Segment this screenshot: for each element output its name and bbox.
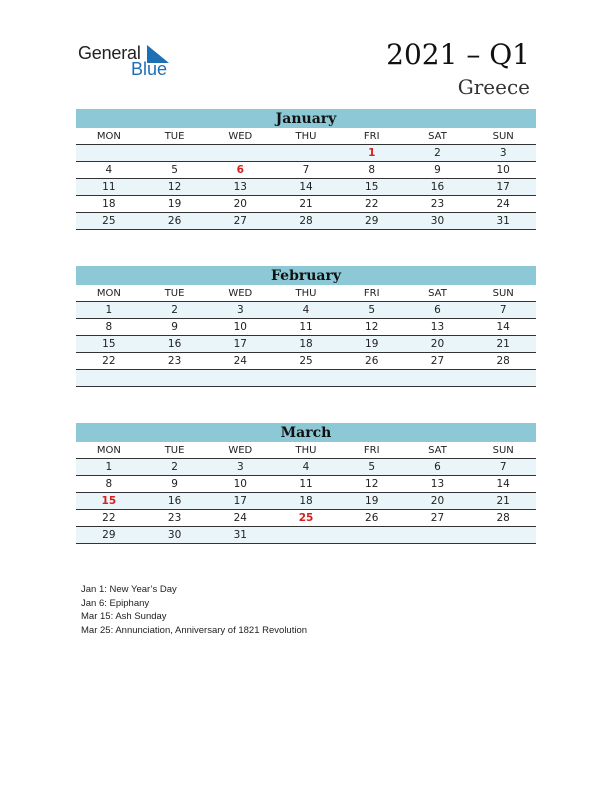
day-cell <box>142 145 208 161</box>
week-row <box>76 510 536 527</box>
day-cell: 6 <box>434 304 441 316</box>
day-cell: 30 <box>430 215 445 227</box>
weekday-label: WED <box>228 445 253 456</box>
week-row <box>76 213 536 230</box>
logo <box>78 40 178 80</box>
month-header: February <box>76 266 536 285</box>
day-cell: 14 <box>496 478 510 490</box>
weekday-label: TUE <box>164 445 185 456</box>
day-cell: 8 <box>105 321 113 333</box>
day-cell: 20 <box>233 198 247 210</box>
holiday-day-cell: 1 <box>368 147 376 159</box>
week-row <box>76 196 536 213</box>
logo-general-text: General <box>78 43 141 63</box>
day-cell: 7 <box>302 164 310 176</box>
week-row <box>76 319 536 336</box>
day-cell <box>339 370 405 386</box>
holiday-day-cell: 15 <box>101 495 117 507</box>
day-cell: 22 <box>365 198 379 210</box>
weekday-label: FRI <box>363 445 380 456</box>
weekday-label: SUN <box>492 445 514 456</box>
weekday-label: WED <box>228 131 253 142</box>
month-header: January <box>76 109 536 128</box>
day-cell: 2 <box>171 461 178 473</box>
holiday-note: Jan 6: Epiphany <box>81 597 150 609</box>
holiday-note: Jan 1: New Year’s Day <box>81 584 177 595</box>
weekday-label: SUN <box>492 288 514 299</box>
day-cell <box>76 370 142 386</box>
day-cell: 12 <box>365 478 379 490</box>
day-cell: 5 <box>171 164 178 176</box>
week-row <box>76 527 536 544</box>
day-cell: 3 <box>236 461 244 473</box>
day-cell: 22 <box>102 355 116 367</box>
day-cell: 18 <box>102 198 116 210</box>
day-cell: 19 <box>365 495 379 507</box>
day-cell: 20 <box>430 495 445 507</box>
holiday-day-cell: 6 <box>236 164 244 176</box>
day-cell: 21 <box>299 198 313 210</box>
day-cell: 18 <box>299 495 313 507</box>
weekday-label: TUE <box>164 131 185 142</box>
weekday-label: TUE <box>164 288 185 299</box>
day-cell: 5 <box>368 461 376 473</box>
day-cell: 9 <box>171 478 178 490</box>
day-cell <box>470 370 536 386</box>
day-cell: 16 <box>167 338 182 350</box>
weekday-header-row <box>76 442 536 459</box>
weekday-label: MON <box>96 445 121 456</box>
day-cell: 11 <box>299 321 313 333</box>
day-cell <box>470 527 536 543</box>
day-cell <box>76 145 142 161</box>
month-february <box>76 266 536 387</box>
weekday-label: SAT <box>428 288 447 299</box>
weekday-header-row <box>76 285 536 302</box>
weekday-label: MON <box>96 288 121 299</box>
week-row <box>76 145 536 162</box>
page-title: 2021 – Q1 <box>386 38 530 71</box>
day-cell: 11 <box>102 181 116 193</box>
day-cell: 31 <box>233 529 247 541</box>
day-cell: 31 <box>496 215 510 227</box>
day-cell: 9 <box>171 321 178 333</box>
month-header: March <box>76 423 536 442</box>
day-cell: 3 <box>236 304 244 316</box>
day-cell: 22 <box>102 512 116 524</box>
day-cell: 8 <box>368 164 376 176</box>
weekday-label: WED <box>228 288 253 299</box>
day-cell: 11 <box>299 478 313 490</box>
day-cell: 20 <box>430 338 445 350</box>
day-cell: 4 <box>105 164 113 176</box>
day-cell: 29 <box>102 529 116 541</box>
day-cell <box>142 370 208 386</box>
month-march <box>76 423 536 544</box>
day-cell: 21 <box>496 338 510 350</box>
week-row <box>76 476 536 493</box>
day-cell: 23 <box>430 198 445 210</box>
day-cell: 13 <box>233 181 247 193</box>
day-cell: 26 <box>365 355 379 367</box>
day-cell: 10 <box>233 321 247 333</box>
day-cell: 15 <box>365 181 379 193</box>
weekday-label: THU <box>295 288 317 299</box>
day-cell: 21 <box>496 495 510 507</box>
holiday-note: Mar 25: Annunciation, Anniversary of 1821 Revolution <box>81 624 308 636</box>
day-cell: 23 <box>167 355 182 367</box>
day-cell: 13 <box>430 321 445 333</box>
day-cell: 17 <box>233 495 247 507</box>
day-cell <box>405 370 471 386</box>
day-cell <box>273 370 339 386</box>
day-cell: 16 <box>430 181 445 193</box>
weekday-label: SAT <box>428 131 447 142</box>
day-cell: 24 <box>233 512 247 524</box>
day-cell: 29 <box>365 215 379 227</box>
logo-blue-text: Blue <box>131 59 168 79</box>
day-cell: 1 <box>105 304 113 316</box>
day-cell: 13 <box>430 478 445 490</box>
day-cell <box>273 527 339 543</box>
weekday-label: MON <box>96 131 121 142</box>
day-cell: 1 <box>105 461 113 473</box>
day-cell: 14 <box>299 181 313 193</box>
day-cell: 17 <box>496 181 510 193</box>
holiday-note: Mar 15: Ash Sunday <box>81 611 167 622</box>
week-row <box>76 459 536 476</box>
day-cell: 7 <box>499 304 507 316</box>
day-cell: 14 <box>496 321 510 333</box>
day-cell: 24 <box>496 198 510 210</box>
day-cell: 3 <box>499 147 507 159</box>
week-row <box>76 179 536 196</box>
day-cell: 28 <box>496 512 510 524</box>
day-cell: 18 <box>299 338 313 350</box>
day-cell: 19 <box>365 338 379 350</box>
day-cell: 7 <box>499 461 507 473</box>
day-cell <box>273 145 339 161</box>
week-row <box>76 336 536 353</box>
day-cell <box>405 527 471 543</box>
weekday-label: THU <box>295 445 317 456</box>
day-cell: 24 <box>233 355 247 367</box>
day-cell: 27 <box>430 512 445 524</box>
day-cell: 8 <box>105 478 113 490</box>
weekday-label: FRI <box>363 288 380 299</box>
week-row <box>76 353 536 370</box>
day-cell: 17 <box>233 338 247 350</box>
day-cell: 19 <box>167 198 182 210</box>
day-cell <box>339 527 405 543</box>
day-cell: 10 <box>233 478 247 490</box>
day-cell: 28 <box>299 215 313 227</box>
day-cell: 27 <box>430 355 445 367</box>
week-row <box>76 162 536 179</box>
day-cell: 10 <box>496 164 510 176</box>
day-cell: 12 <box>365 321 379 333</box>
day-cell: 5 <box>368 304 376 316</box>
day-cell: 26 <box>365 512 379 524</box>
weekday-label: THU <box>295 131 317 142</box>
week-row <box>76 302 536 319</box>
day-cell: 4 <box>302 304 310 316</box>
weekday-header-row <box>76 128 536 145</box>
day-cell: 2 <box>434 147 441 159</box>
day-cell: 25 <box>299 355 313 367</box>
holiday-day-cell: 25 <box>298 512 314 524</box>
weekday-label: SUN <box>492 131 514 142</box>
weekday-label: FRI <box>363 131 380 142</box>
day-cell: 27 <box>233 215 247 227</box>
day-cell: 15 <box>102 338 116 350</box>
country-name: Greece <box>457 75 530 99</box>
day-cell: 30 <box>167 529 182 541</box>
day-cell: 16 <box>167 495 182 507</box>
day-cell: 4 <box>302 461 310 473</box>
weekday-label: SAT <box>428 445 447 456</box>
day-cell: 28 <box>496 355 510 367</box>
day-cell <box>207 370 273 386</box>
day-cell <box>207 145 273 161</box>
day-cell: 23 <box>167 512 182 524</box>
day-cell: 2 <box>171 304 178 316</box>
holiday-notes <box>81 583 307 637</box>
week-row <box>76 370 536 387</box>
day-cell: 6 <box>434 461 441 473</box>
day-cell: 9 <box>434 164 441 176</box>
month-january <box>76 109 536 230</box>
week-row <box>76 493 536 510</box>
day-cell: 26 <box>167 215 182 227</box>
day-cell: 25 <box>102 215 116 227</box>
day-cell: 12 <box>167 181 182 193</box>
